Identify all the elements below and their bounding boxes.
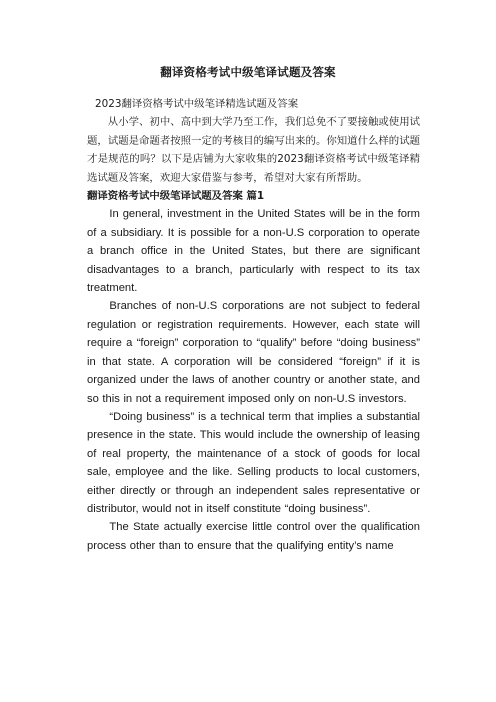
document-title: 翻译资格考试中级笔译试题及答案: [160, 65, 336, 79]
paragraph-1: In general, investment in the United States will be in the form of a subsidiary. It is possible for a non-U.S corporation to operate a branch office in the United States, but there are significant disadvantages to a branch, particularly with respect to its tax treatment.: [87, 208, 420, 295]
document-body: [87, 95, 420, 555]
document-subtitle: 2023翻译资格考试中级笔译精选试题及答案: [95, 98, 299, 110]
intro-paragraph: 从小学、初中、高中到大学乃至工作，我们总免不了要接触或使用试题，试题是命题者按照一定的考核目的编写出来的。你知道什么样的试题才是规范的吗？以下是店铺为大家收集的2023翻译资格考试中级笔译精选试题及答案，欢迎大家借鉴与参考，希望对大家有所帮助。: [87, 116, 420, 184]
paragraph-3: “Doing business” is a technical term that implies a substantial presence in the state. This would include the ownership of leasing of real property, the maintenance of a stock of goods for local sale, employee and the like. Selling products to local customers, either directly or through an independent sales representative or distributor, would not in itself constitute “doing business”.: [87, 410, 420, 515]
paragraph-4: The State actually exercise little control over the qualification process other than to ensure that the qualifying entity’s name: [87, 521, 420, 552]
paragraph-2: Branches of non-U.S corporations are not subject to federal regulation or registration requirements. However, each state will require a “foreign” corporation to “qualify” before “doing business” in that state. A corporation will be considered “foreign” if it is organized under the laws of another country or another state, and so this in not a requirement imposed only on non-U.S investors.: [87, 300, 420, 405]
section-heading: 翻译资格考试中级笔译试题及答案 篇1: [87, 190, 265, 203]
